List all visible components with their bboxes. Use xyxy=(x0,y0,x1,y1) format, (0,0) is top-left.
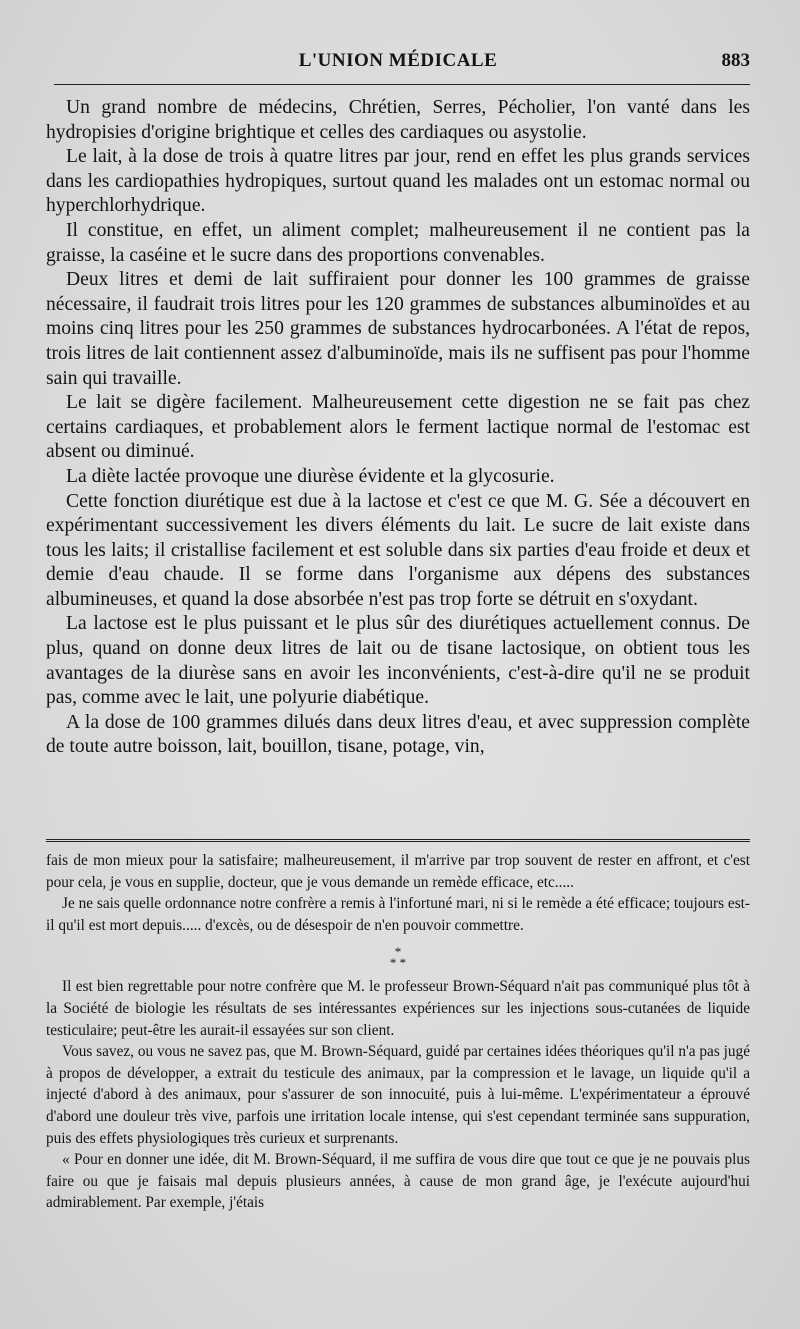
note-paragraph: Il est bien regrettable pour notre confrère que M. le professeur Brown-Séquard n'ait pas communiqué plus tôt à la Société de biologie les résultats de ses intéressantes expériences sur les injections sous-cutanées de liquide testiculaire; peut-être les aurait-il essayées sur son client. xyxy=(46,978,750,1039)
feuilleton-text xyxy=(46,850,750,1214)
main-paragraph: Le lait se digère facilement. Malheureusement cette digestion ne se fait pas chez certains cardiaques, et probablement alors le ferment lactique normal de l'estomac est absent ou diminué. xyxy=(46,392,750,463)
asterism-bottom: * * xyxy=(389,955,407,971)
note-paragraph: « Pour en donner une idée, dit M. Brown-Séquard, il me suffira de vous dire que tout ce que je ne pouvais plus faire ou que je faisais mal depuis plusieurs années, à cause de mon grand âge, je l'exécute aujourd'hui admirablement. Par exemple, j'étais xyxy=(46,1151,750,1212)
note-paragraph: Vous savez, ou vous ne savez pas, que M. Brown-Séquard, guidé par certaines idées théoriques qu'il n'a pas jugé à propos de développer, a extrait du testicule des animaux, par la compression et le lavage, un liquide qu'il a injecté d'abord à des animaux, pour s'assurer de son innocuité, puis à lui-même. L'expérimentateur a éprouvé d'abord une douleur très vive, parfois une irritation locale intense, qui s'est cependant terminée sans suppuration, puis des effets physiologiques très curieux et surprenants. xyxy=(46,1043,750,1147)
running-header xyxy=(46,50,750,80)
main-text xyxy=(46,96,750,760)
asterism-top: * xyxy=(394,944,402,960)
main-paragraph: La lactose est le plus puissant et le plus sûr des diurétiques actuellement connus. De plus, quand on donne deux litres de lait ou de tisane lactosique, on obtient tous les avantages de la diurèse sans en avoir les inconvénients, c'est-à-dire qu'il ne se produit pas, comme avec le lait, une polyurie diabétique. xyxy=(46,613,750,709)
main-paragraph: Cette fonction diurétique est due à la lactose et c'est ce que M. G. Sée a découvert en expérimentant successivement les divers éléments du lait. Le sucre de lait existe dans tous les laits; il cristallise facilement et est soluble dans six parties d'eau froide et deux et demie d'eau chaude. Il se forme dans l'organisme aux dépens des substances albumineuses, et quand la dose absorbée n'est pas trop forte se détruit en s'oxydant. xyxy=(46,490,750,610)
main-paragraph: Un grand nombre de médecins, Chrétien, Serres, Pécholier, l'on vanté dans les hydropisies d'origine brightique et celles des cardiaques ou asystolie. xyxy=(46,97,750,143)
header-rule xyxy=(54,84,750,85)
main-paragraph: Deux litres et demi de lait suffiraient pour donner les 100 grammes de graisse nécessaire, il faudrait trois litres pour les 120 grammes de substances albuminoïdes et au moins cinq litres pour les 250 grammes de substances hydrocarbonées. A l'état de repos, trois litres de lait contiennent assez d'albuminoïde, mais ils ne suffisent pas pour l'homme sain qui travaille. xyxy=(46,269,750,389)
journal-title: L'UNION MÉDICALE xyxy=(298,50,498,71)
note-paragraph: Je ne sais quelle ordonnance notre confrère a remis à l'infortuné mari, ni si le remède a été efficace; toujours est-il qu'il est mort depuis..... d'excès, ou de désespoir de n'en pouvoir commettre. xyxy=(46,895,750,934)
main-paragraph: Il constitue, en effet, un aliment complet; malheureusement il ne contient pas la graisse, la caséine et le sucre dans des proportions convenables. xyxy=(46,219,750,266)
note-paragraph: fais de mon mieux pour la satisfaire; malheureusement, il m'arrive par trop souvent de rester en affront, et c'est pour cela, je vous en supplie, docteur, que je vous demande un remède efficace, etc..... xyxy=(46,852,750,891)
page-number: 883 xyxy=(721,50,750,71)
asterism xyxy=(46,944,750,971)
main-paragraph: A la dose de 100 grammes dilués dans deux litres d'eau, et avec suppression complète de toute autre boisson, lait, bouillon, tisane, potage, vin, xyxy=(46,711,750,758)
section-separator-rule xyxy=(46,839,750,844)
main-paragraph: Le lait, à la dose de trois à quatre litres par jour, rend en effet les plus grands services dans les cardiopathies hydropiques, surtout quand les malades ont un estomac normal ou hyperchlorhydrique. xyxy=(46,146,750,217)
main-paragraph: La diète lactée provoque une diurèse évidente et la glycosurie. xyxy=(66,465,555,487)
